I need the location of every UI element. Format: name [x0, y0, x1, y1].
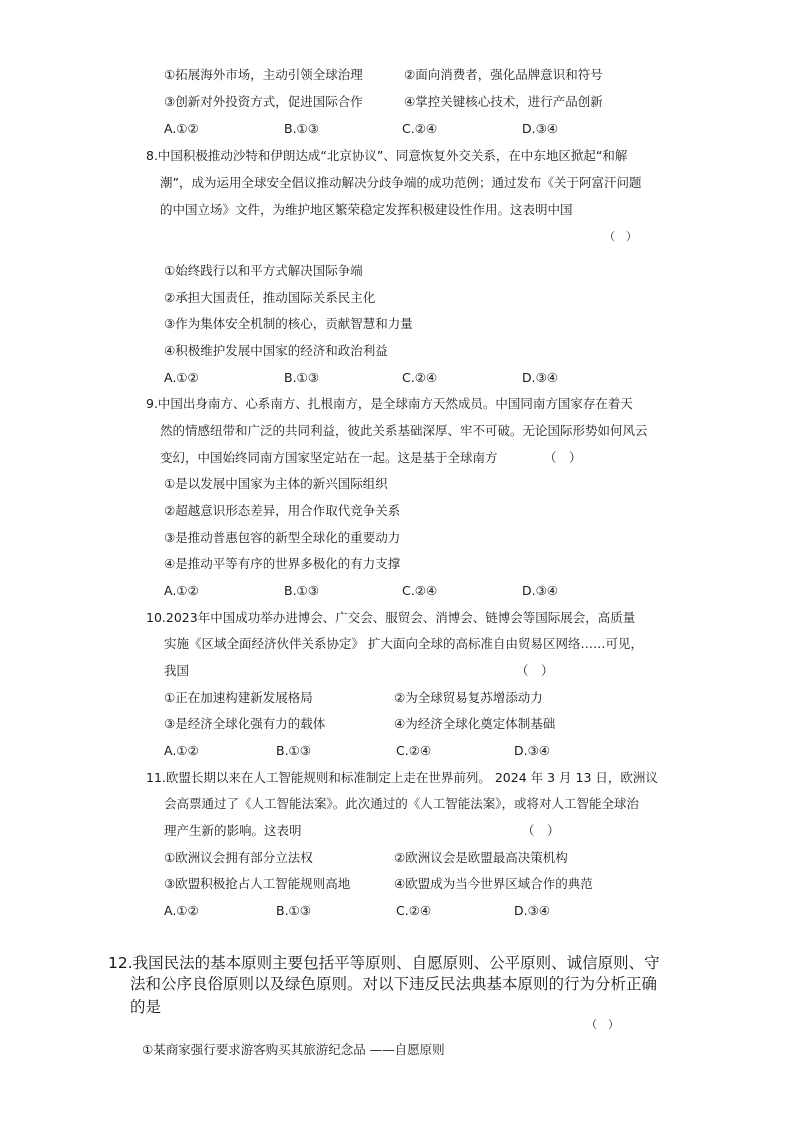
q12-stem-line-2: 法和公序良俗原则以及绿色原则。对以下违反民法典基本原则的行为分析正确 [130, 975, 658, 993]
q7-answer-b: B.①③ [284, 121, 319, 136]
q10-answer-b: B.①③ [276, 743, 311, 758]
q11-option-4: ④欧盟成为当今世界区域合作的典范 [394, 876, 593, 891]
q10-answer-a: A.①② [164, 743, 199, 758]
q10-answer-bracket: （ ） [516, 663, 554, 678]
q12-stem-line-3: 的是 [130, 998, 162, 1016]
q8-stem-line-3: 的中国立场》文件，为维护地区繁荣稳定发挥积极建设性作用。这表明中国 [160, 202, 573, 217]
q7-option-1: ①拓展海外市场，主动引领全球治理 [164, 67, 363, 82]
q8-option-2: ②承担大国责任，推动国际关系民主化 [164, 290, 376, 305]
q8-stem-line-2: 潮”，成为运用全球安全倡议推动解决分歧争端的成功范例；通过发布《关于阿富汗问题 [160, 175, 642, 190]
q9-stem-line-3: 变幻，中国始终同南方国家坚定站在一起。这是基于全球南方 [160, 450, 498, 465]
q9-answer-c: C.②④ [402, 583, 438, 598]
q10-option-1: ①正在加速构建新发展格局 [164, 690, 313, 705]
q10-option-4: ④为经济全球化奠定体制基础 [394, 716, 556, 731]
q8-option-1: ①始终践行以和平方式解决国际争端 [164, 263, 363, 278]
q8-answer-d: D.③④ [522, 370, 559, 385]
q9-option-2: ②超越意识形态差异，用合作取代竞争关系 [164, 503, 401, 518]
q9-stem-line-1: 9.中国出身南方、心系南方、扎根南方，是全球南方天然成员。中国同南方国家存在着天 [146, 396, 633, 411]
q11-stem-line-1: 11.欧盟长期以来在人工智能规则和标准制定上走在世界前列。 2024 年 3 月 13 日，欧洲议 [146, 770, 658, 785]
q11-option-1: ①欧洲议会拥有部分立法权 [164, 850, 313, 865]
q7-option-2: ②面向消费者，强化品牌意识和符号 [404, 67, 603, 82]
q8-option-4: ④积极维护发展中国家的经济和政治利益 [164, 343, 388, 358]
q10-answer-c: C.②④ [396, 743, 432, 758]
q8-stem-line-1: 8.中国积极推动沙特和伊朗达成“北京协议”、同意恢复外交关系，在中东地区掀起“和解 [146, 148, 628, 163]
q7-option-3: ③创新对外投资方式，促进国际合作 [164, 94, 363, 109]
q9-answer-d: D.③④ [522, 583, 559, 598]
q11-stem-line-3: 理产生新的影响。这表明 [164, 823, 302, 838]
q10-option-3: ③是经济全球化强有力的载体 [164, 716, 326, 731]
q9-answer-a: A.①② [164, 583, 199, 598]
q10-stem-line-3: 我国 [164, 663, 190, 678]
q7-option-4: ④掌控关键核心技术，进行产品创新 [404, 94, 603, 109]
q11-answer-b: B.①③ [276, 903, 311, 918]
q10-option-2: ②为全球贸易复苏增添动力 [394, 690, 543, 705]
q9-option-1: ①是以发展中国家为主体的新兴国际组织 [164, 476, 388, 491]
q8-answer-bracket: （ ） [604, 230, 637, 243]
q8-answer-c: C.②④ [402, 370, 438, 385]
q10-answer-d: D.③④ [514, 743, 551, 758]
q9-option-3: ③是推动普惠包容的新型全球化的重要动力 [164, 530, 401, 545]
q7-answer-d: D.③④ [522, 121, 559, 136]
q10-stem-line-2: 实施《区域全面经济伙伴关系协定》 扩大面向全球的高标准自由贸易区网络……可见， [164, 636, 643, 651]
q11-answer-a: A.①② [164, 903, 199, 918]
q11-option-3: ③欧盟积极抢占人工智能规则高地 [164, 876, 351, 891]
q8-answer-b: B.①③ [284, 370, 319, 385]
q11-stem-line-2: 会高票通过了《人工智能法案》。此次通过的《人工智能法案》，或将对人工智能全球治 [164, 796, 640, 811]
q11-option-2: ②欧洲议会是欧盟最高决策机构 [394, 850, 568, 865]
q12-option-1: ①某商家强行要求游客购买其旅游纪念品 ——自愿原则 [142, 1042, 445, 1057]
q11-answer-bracket: （ ） [522, 823, 560, 838]
q12-stem-line-1: 12.我国民法的基本原则主要包括平等原则、自愿原则、公平原则、诚信原则、守 [108, 954, 660, 972]
q12-answer-bracket: （ ） [586, 1018, 619, 1031]
q8-option-3: ③作为集体安全机制的核心，贡献智慧和力量 [164, 316, 413, 331]
q7-answer-c: C.②④ [402, 121, 438, 136]
q8-answer-a: A.①② [164, 370, 199, 385]
q9-answer-b: B.①③ [284, 583, 319, 598]
q9-answer-bracket: （ ） [544, 450, 582, 465]
q9-option-4: ④是推动平等有序的世界多极化的有力支撑 [164, 556, 401, 571]
q11-answer-d: D.③④ [514, 903, 551, 918]
q10-stem-line-1: 10.2023年中国成功举办进博会、广交会、服贸会、消博会、链博会等国际展会，高质量 [146, 610, 636, 625]
q7-answer-a: A.①② [164, 121, 199, 136]
q11-answer-c: C.②④ [396, 903, 432, 918]
q9-stem-line-2: 然的情感纽带和广泛的共同利益，彼此关系基础深厚、牢不可破。无论国际形势如何风云 [160, 423, 648, 438]
